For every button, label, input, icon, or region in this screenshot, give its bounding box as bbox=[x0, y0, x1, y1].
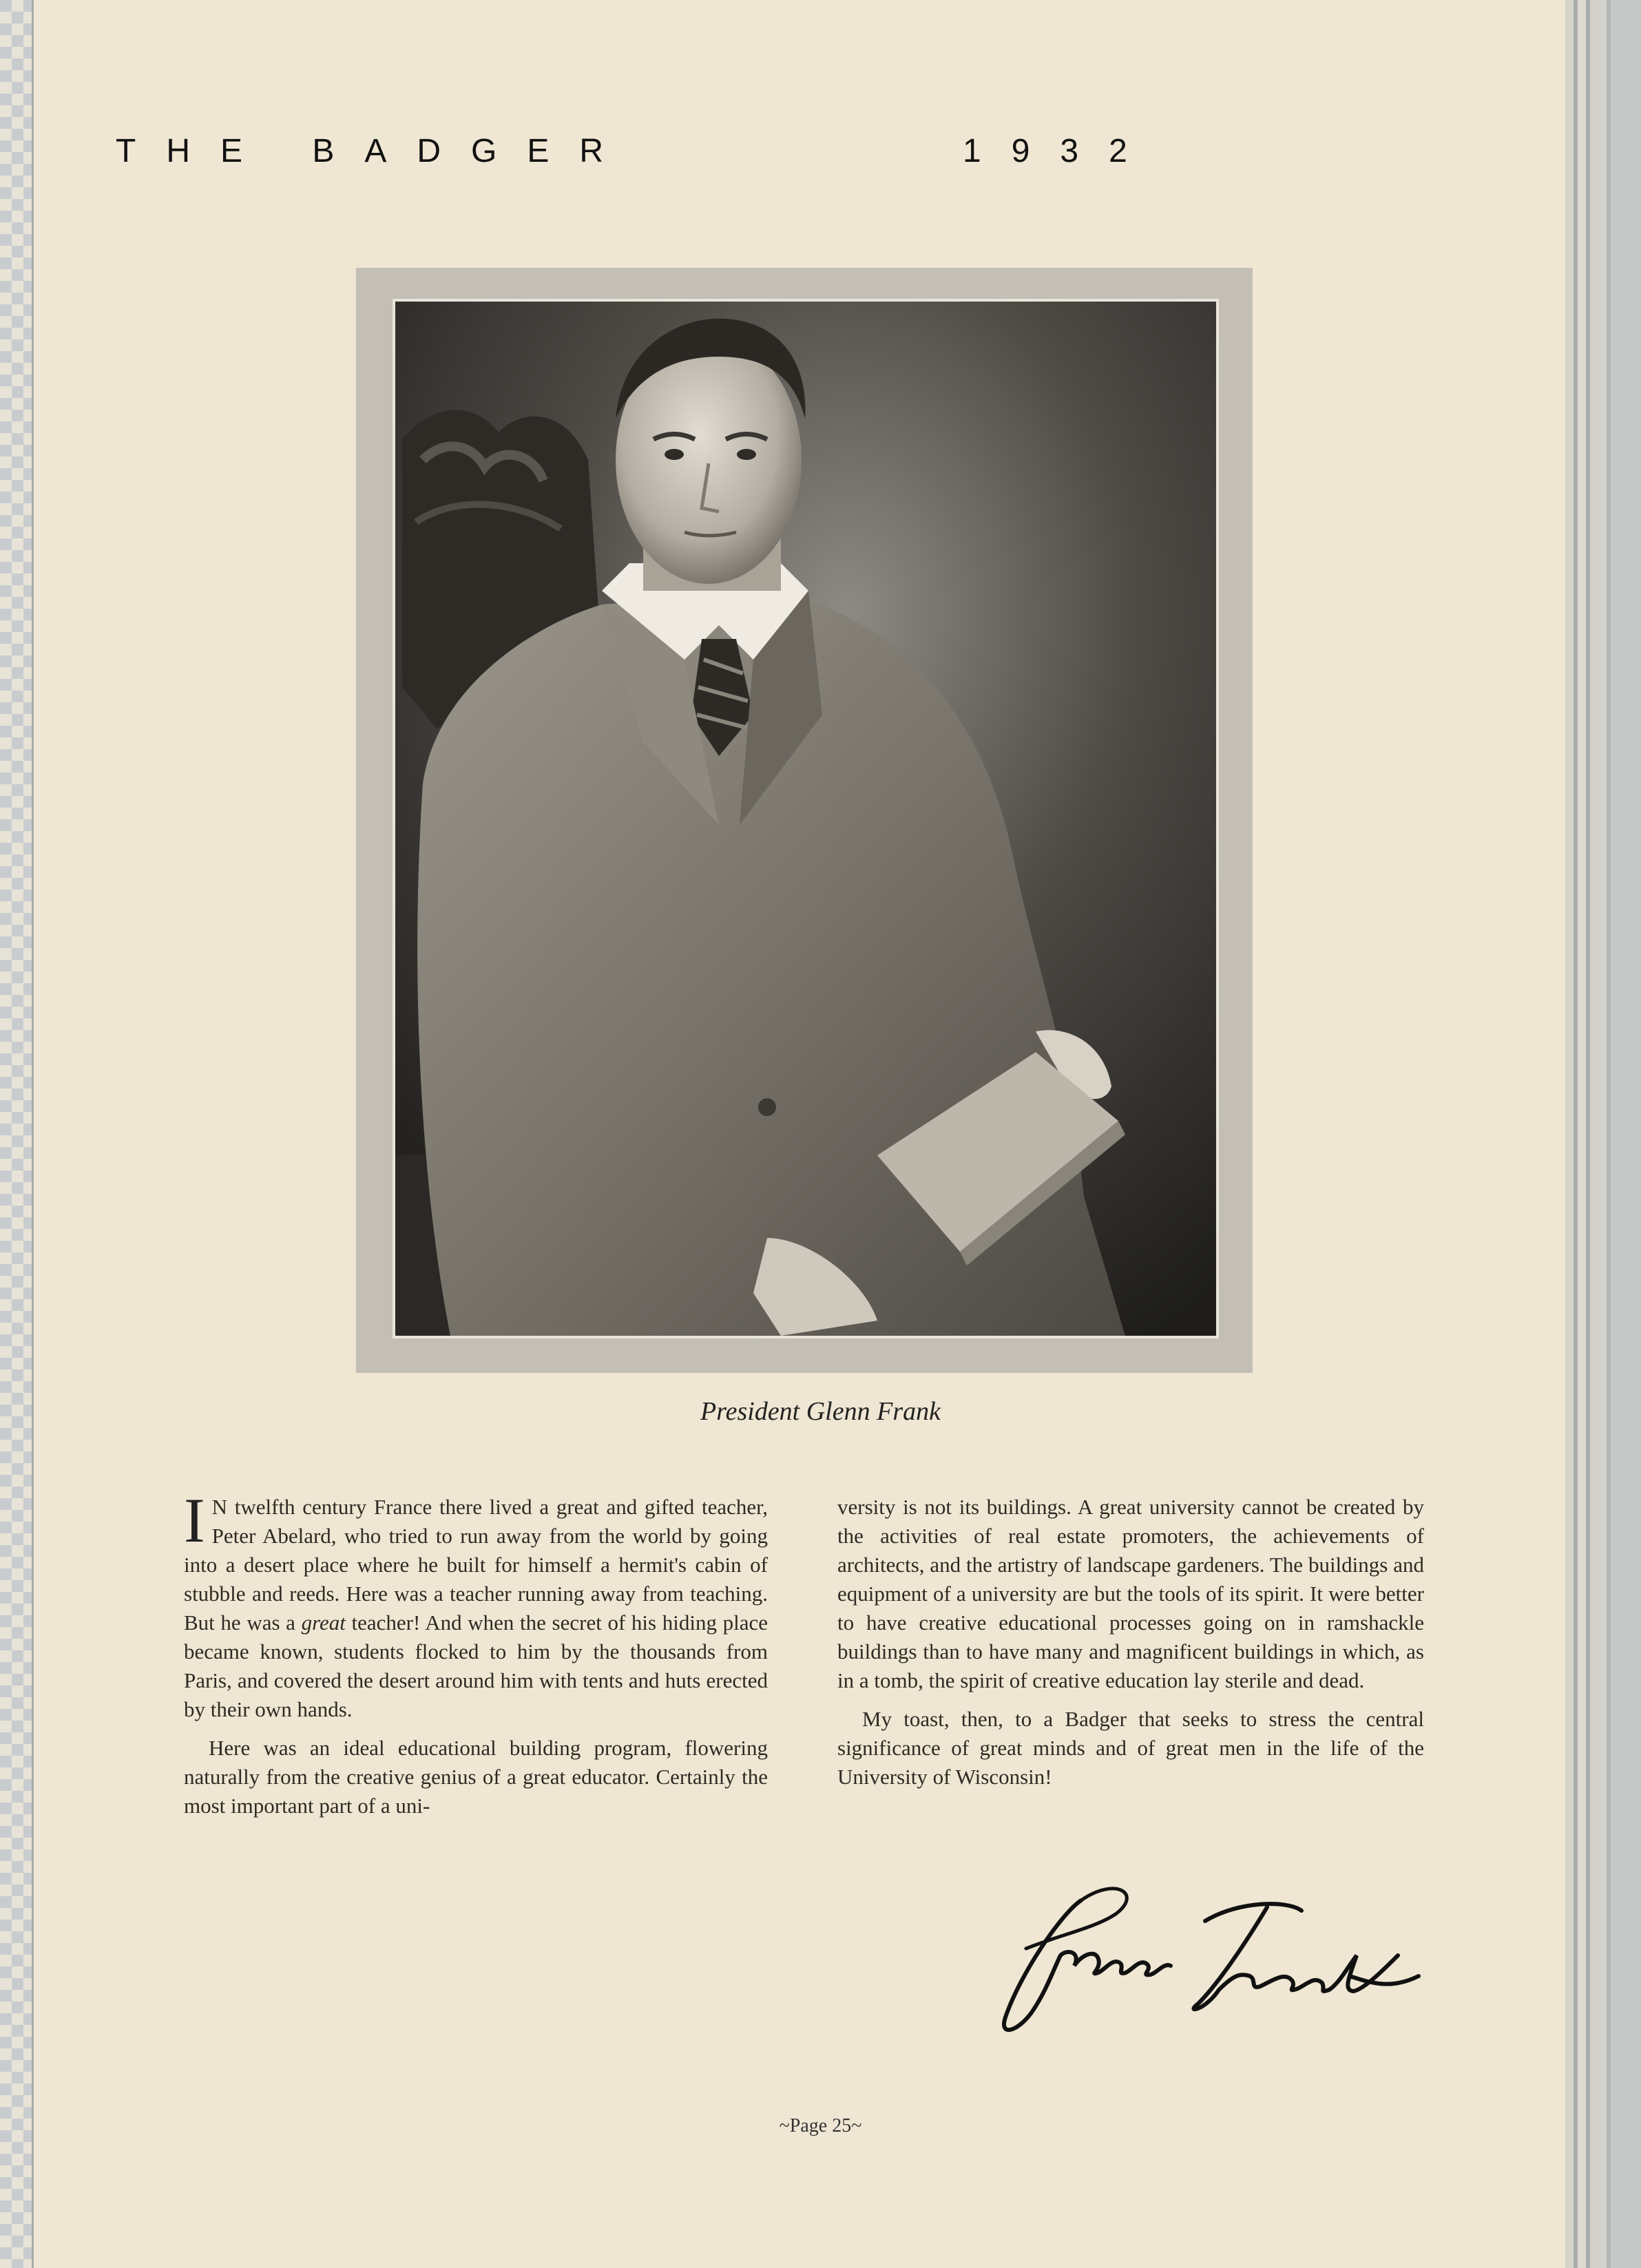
page-number: ~Page 25~ bbox=[779, 2115, 862, 2136]
masthead bbox=[116, 132, 1245, 187]
emphasized-word: great bbox=[301, 1610, 346, 1635]
left-rule bbox=[32, 0, 34, 2268]
decorative-right-border bbox=[1565, 0, 1641, 2268]
photo-caption: President Glenn Frank bbox=[700, 1397, 941, 1426]
portrait-photo bbox=[393, 299, 1219, 1338]
article-paragraph-1 bbox=[184, 1485, 768, 1724]
decorative-left-border bbox=[0, 0, 32, 2268]
masthead-title: THE BADGER bbox=[116, 133, 634, 169]
article-column-right bbox=[837, 1493, 1424, 1801]
masthead-year: 1932 bbox=[963, 133, 1158, 169]
article-paragraph-2-start: Here was an ideal educational building program, flowering naturally from the creative genius of a great educator. Certainly the most important part of a uni- bbox=[184, 1736, 768, 1818]
article-paragraph-3: My toast, then, to a Badger that seeks to stress the central significance of great minds and of great men in the life of the University of Wisconsin! bbox=[837, 1707, 1424, 1789]
paragraph-1-text: N twelfth century France there lived a great and gifted teacher, Peter Abelard, who tried to run away from the world by going into a desert place where he built for himself a hermit's cabin of stubble and reeds. Here was a teacher running away from teaching. But he was a bbox=[184, 1495, 768, 1635]
drop-cap: I bbox=[184, 1485, 205, 1555]
article-paragraph-2-end: versity is not its buildings. A great university cannot be created by the activities of real estate promoters, the achievements of architects, and the artistry of landscape gardeners. The buildings and equipment of a university are but the tools of its spirit. It were better to have creative educational processes going on in ramshackle buildings than to have many and magnificent buildings in which, as in a tomb, the spirit of creative education lay sterile and dead. bbox=[837, 1495, 1424, 1692]
article-column-left bbox=[184, 1485, 768, 1830]
portrait-illustration bbox=[395, 302, 1216, 1336]
paragraph-1-end: teacher! And when the secret of his hiding place became known, students flocked to him by the thousands from Paris, and covered the desert around him with tents and huts erected by their own hands. bbox=[184, 1610, 768, 1721]
signature-glenn-frank bbox=[978, 1873, 1425, 2038]
